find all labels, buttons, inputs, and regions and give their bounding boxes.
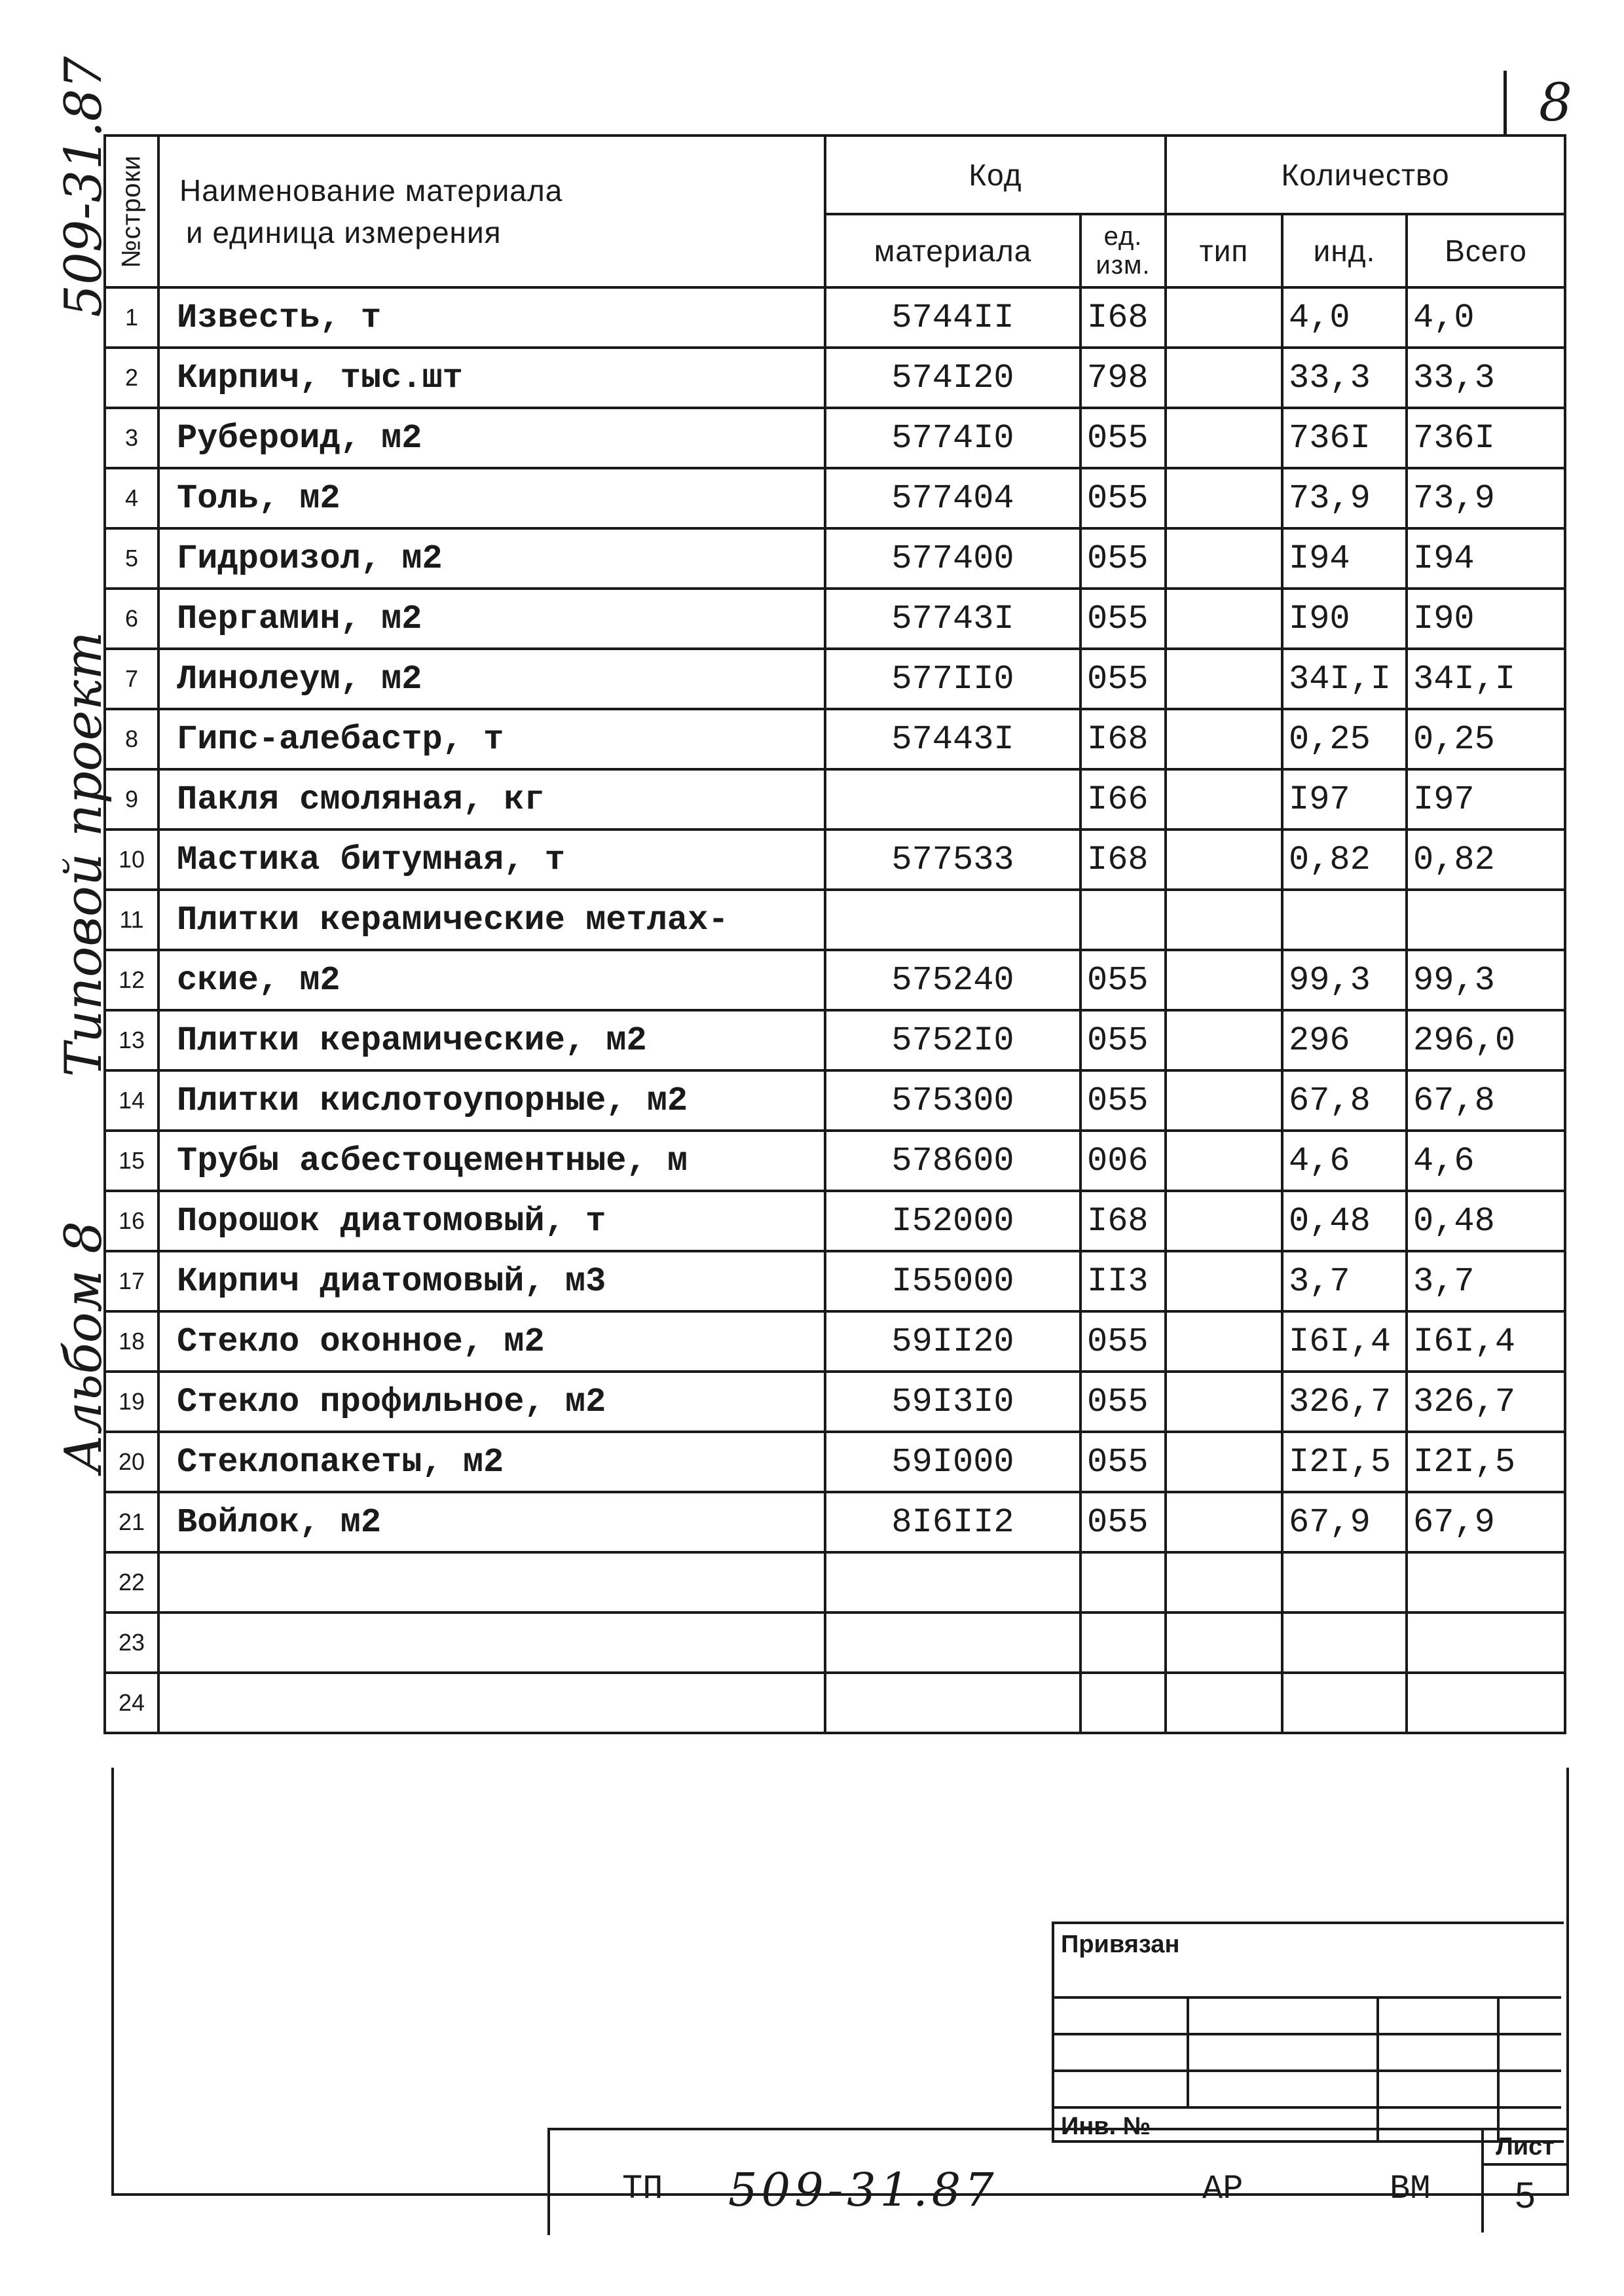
row-number: 15	[105, 1131, 158, 1191]
total-value: 0,82	[1407, 829, 1565, 890]
unit-code: 798	[1080, 348, 1166, 408]
material-code: 59I3I0	[825, 1372, 1080, 1432]
unit-code: 055	[1080, 1372, 1166, 1432]
unit-code: 055	[1080, 1432, 1166, 1492]
row-number: 14	[105, 1070, 158, 1131]
ind-value: I6I,4	[1282, 1311, 1407, 1372]
unit-code: 055	[1080, 468, 1166, 528]
total-value: I2I,5	[1407, 1432, 1565, 1492]
table-row	[105, 950, 1565, 1010]
material-name	[158, 1613, 825, 1673]
row-number: 2	[105, 348, 158, 408]
ind-value: 4,6	[1282, 1131, 1407, 1191]
type-value	[1166, 1131, 1282, 1191]
unit-code: 055	[1080, 528, 1166, 589]
material-name: Гидроизол, м2	[158, 528, 825, 589]
type-value	[1166, 1372, 1282, 1432]
material-code: 8I6II2	[825, 1492, 1080, 1552]
unit-code: 055	[1080, 1070, 1166, 1131]
table-row	[105, 1432, 1565, 1492]
ind-value: 736I	[1282, 408, 1407, 468]
ind-value: 73,9	[1282, 468, 1407, 528]
table-row	[105, 1311, 1565, 1372]
ind-value	[1282, 1613, 1407, 1673]
header-total: Всего	[1407, 214, 1565, 287]
type-value	[1166, 1673, 1282, 1733]
ind-value: 99,3	[1282, 950, 1407, 1010]
binding-line	[1052, 2033, 1561, 2035]
total-value: 34I,I	[1407, 649, 1565, 709]
total-value: I6I,4	[1407, 1311, 1565, 1372]
unit-code: 055	[1080, 649, 1166, 709]
ind-value: 326,7	[1282, 1372, 1407, 1432]
binding-line	[1052, 1996, 1561, 1999]
ind-value: 0,48	[1282, 1191, 1407, 1251]
material-name: Плитки керамические метлах-	[158, 890, 825, 950]
material-code: 577533	[825, 829, 1080, 890]
row-number: 23	[105, 1613, 158, 1673]
table-row	[105, 528, 1565, 589]
material-code: 57443I	[825, 709, 1080, 769]
ind-value: 67,9	[1282, 1492, 1407, 1552]
title-tp: ТП	[622, 2170, 663, 2208]
material-name: Кирпич диатомовый, м3	[158, 1251, 825, 1311]
materials-table-wrap	[103, 134, 1564, 1734]
total-value: 99,3	[1407, 950, 1565, 1010]
ind-value: 4,0	[1282, 287, 1407, 348]
material-code: I52000	[825, 1191, 1080, 1251]
table-row	[105, 1492, 1565, 1552]
total-value	[1407, 1552, 1565, 1613]
material-name: Известь, т	[158, 287, 825, 348]
type-value	[1166, 1492, 1282, 1552]
total-value: 67,8	[1407, 1070, 1565, 1131]
row-number: 7	[105, 649, 158, 709]
total-value	[1407, 1613, 1565, 1673]
sheet-number: 5	[1515, 2174, 1536, 2215]
materials-table	[103, 134, 1566, 1734]
table-row	[105, 589, 1565, 649]
table-row	[105, 1552, 1565, 1613]
total-value: 3,7	[1407, 1251, 1565, 1311]
sheet-box	[1481, 2130, 1566, 2232]
type-value	[1166, 1552, 1282, 1613]
header-name-line1: Наименование материала	[179, 173, 563, 208]
total-value: I90	[1407, 589, 1565, 649]
unit-code	[1080, 890, 1166, 950]
material-name	[158, 1673, 825, 1733]
material-code: I55000	[825, 1251, 1080, 1311]
ind-value: 67,8	[1282, 1070, 1407, 1131]
binding-line	[1052, 2069, 1561, 2072]
row-number: 3	[105, 408, 158, 468]
table-row	[105, 829, 1565, 890]
ind-value: I94	[1282, 528, 1407, 589]
ind-value: I90	[1282, 589, 1407, 649]
table-row	[105, 408, 1565, 468]
material-name: ские, м2	[158, 950, 825, 1010]
header-ind: инд.	[1282, 214, 1407, 287]
material-code	[825, 890, 1080, 950]
type-value	[1166, 829, 1282, 890]
type-value	[1166, 1191, 1282, 1251]
ind-value: I2I,5	[1282, 1432, 1407, 1492]
unit-code: I66	[1080, 769, 1166, 829]
unit-code: I68	[1080, 1191, 1166, 1251]
ind-value: 0,82	[1282, 829, 1407, 890]
title-ar: АР	[1202, 2170, 1244, 2208]
unit-code: 055	[1080, 1311, 1166, 1372]
material-name: Трубы асбестоцементные, м	[158, 1131, 825, 1191]
bound-label: Привязан	[1061, 1931, 1180, 1958]
table-row	[105, 1010, 1565, 1070]
header-code-group: Код	[825, 136, 1166, 214]
header-row-number: №строки	[105, 136, 158, 287]
side-project-label: Типовой проект	[54, 631, 113, 1078]
material-name: Линолеум, м2	[158, 649, 825, 709]
material-name: Стеклопакеты, м2	[158, 1432, 825, 1492]
material-name: Войлок, м2	[158, 1492, 825, 1552]
table-row	[105, 1372, 1565, 1432]
title-vm: ВМ	[1390, 2170, 1431, 2208]
row-number: 11	[105, 890, 158, 950]
material-name: Мастика битумная, т	[158, 829, 825, 890]
material-code: 59II20	[825, 1311, 1080, 1372]
table-row	[105, 709, 1565, 769]
table-row	[105, 1673, 1565, 1733]
binding-divider	[1497, 1996, 1500, 2140]
total-value: I94	[1407, 528, 1565, 589]
row-number: 8	[105, 709, 158, 769]
total-value: 736I	[1407, 408, 1565, 468]
material-code: 5744II	[825, 287, 1080, 348]
material-code	[825, 769, 1080, 829]
unit-code	[1080, 1613, 1166, 1673]
total-value: 4,0	[1407, 287, 1565, 348]
unit-code: I68	[1080, 829, 1166, 890]
material-code	[825, 1552, 1080, 1613]
unit-code	[1080, 1552, 1166, 1613]
type-value	[1166, 1070, 1282, 1131]
total-value	[1407, 1673, 1565, 1733]
side-project-code: 509-31.87	[54, 56, 113, 318]
ind-value: 0,25	[1282, 709, 1407, 769]
type-value	[1166, 769, 1282, 829]
material-code: 5774I0	[825, 408, 1080, 468]
row-number: 13	[105, 1010, 158, 1070]
header-material-code: материала	[825, 214, 1080, 287]
unit-code: 055	[1080, 950, 1166, 1010]
material-code: 575240	[825, 950, 1080, 1010]
unit-code: II3	[1080, 1251, 1166, 1311]
row-number: 4	[105, 468, 158, 528]
row-number: 5	[105, 528, 158, 589]
type-value	[1166, 1010, 1282, 1070]
type-value	[1166, 1311, 1282, 1372]
unit-code: 055	[1080, 1492, 1166, 1552]
material-name	[158, 1552, 825, 1613]
ind-value	[1282, 1673, 1407, 1733]
binding-line	[1052, 2106, 1561, 2109]
type-value	[1166, 348, 1282, 408]
total-value: 73,9	[1407, 468, 1565, 528]
side-album-label: Альбом 8	[54, 1221, 113, 1473]
type-value	[1166, 408, 1282, 468]
table-row	[105, 348, 1565, 408]
table-row	[105, 649, 1565, 709]
unit-code: 006	[1080, 1131, 1166, 1191]
ind-value: 3,7	[1282, 1251, 1407, 1311]
unit-code: I68	[1080, 709, 1166, 769]
unit-code: 055	[1080, 408, 1166, 468]
ind-value: 34I,I	[1282, 649, 1407, 709]
total-value: 0,25	[1407, 709, 1565, 769]
table-row	[105, 468, 1565, 528]
type-value	[1166, 1613, 1282, 1673]
total-value	[1407, 890, 1565, 950]
ind-value: 296	[1282, 1010, 1407, 1070]
type-value	[1166, 1432, 1282, 1492]
table-row	[105, 1251, 1565, 1311]
row-number: 18	[105, 1311, 158, 1372]
page-number: 8	[1539, 72, 1572, 133]
total-value: 67,9	[1407, 1492, 1565, 1552]
total-value: 326,7	[1407, 1372, 1565, 1432]
total-value: 296,0	[1407, 1010, 1565, 1070]
material-name: Стекло профильное, м2	[158, 1372, 825, 1432]
type-value	[1166, 890, 1282, 950]
ind-value	[1282, 1552, 1407, 1613]
header-quantity-group: Количество	[1166, 136, 1565, 214]
material-name: Стекло оконное, м2	[158, 1311, 825, 1372]
unit-code: I68	[1080, 287, 1166, 348]
material-name: Кирпич, тыс.шт	[158, 348, 825, 408]
page-number-divider	[1504, 71, 1507, 136]
table-row	[105, 890, 1565, 950]
title-block	[547, 2128, 1566, 2235]
type-value	[1166, 468, 1282, 528]
unit-code: 055	[1080, 1010, 1166, 1070]
material-name: Толь, м2	[158, 468, 825, 528]
ind-value: I97	[1282, 769, 1407, 829]
binding-divider	[1187, 1996, 1189, 2107]
material-name: Пергамин, м2	[158, 589, 825, 649]
material-code: 574I20	[825, 348, 1080, 408]
total-value: 0,48	[1407, 1191, 1565, 1251]
row-number: 19	[105, 1372, 158, 1432]
material-code: 59I000	[825, 1432, 1080, 1492]
material-name: Гипс-алебастр, т	[158, 709, 825, 769]
header-unit-code: ед. изм.	[1080, 214, 1166, 287]
sheet-label: Лист	[1484, 2130, 1566, 2166]
material-code: 577II0	[825, 649, 1080, 709]
material-code: 577404	[825, 468, 1080, 528]
type-value	[1166, 1251, 1282, 1311]
row-number: 12	[105, 950, 158, 1010]
total-value: 33,3	[1407, 348, 1565, 408]
table-row	[105, 1131, 1565, 1191]
ind-value: 33,3	[1282, 348, 1407, 408]
table-row	[105, 1613, 1565, 1673]
row-number: 1	[105, 287, 158, 348]
row-number: 22	[105, 1552, 158, 1613]
material-code: 575300	[825, 1070, 1080, 1131]
table-row	[105, 287, 1565, 348]
row-number: 20	[105, 1432, 158, 1492]
material-name: Пакля смоляная, кг	[158, 769, 825, 829]
type-value	[1166, 950, 1282, 1010]
material-code: 5752I0	[825, 1010, 1080, 1070]
row-number: 9	[105, 769, 158, 829]
row-number: 16	[105, 1191, 158, 1251]
row-number: 6	[105, 589, 158, 649]
binding-divider	[1376, 1996, 1379, 2140]
material-code: 578600	[825, 1131, 1080, 1191]
header-material-name	[158, 136, 825, 287]
type-value	[1166, 287, 1282, 348]
material-code	[825, 1673, 1080, 1733]
row-number: 10	[105, 829, 158, 890]
material-name: Рубероид, м2	[158, 408, 825, 468]
total-value: I97	[1407, 769, 1565, 829]
row-number: 21	[105, 1492, 158, 1552]
total-value: 4,6	[1407, 1131, 1565, 1191]
material-name: Плитки кислотоупорные, м2	[158, 1070, 825, 1131]
material-name: Плитки керамические, м2	[158, 1010, 825, 1070]
type-value	[1166, 649, 1282, 709]
table-row	[105, 769, 1565, 829]
materials-table-body	[105, 287, 1565, 1733]
type-value	[1166, 528, 1282, 589]
type-value	[1166, 709, 1282, 769]
material-code: 57743I	[825, 589, 1080, 649]
unit-code	[1080, 1673, 1166, 1733]
header-type: тип	[1166, 214, 1282, 287]
table-row	[105, 1070, 1565, 1131]
material-code: 577400	[825, 528, 1080, 589]
inventory-number-label: Инв. №	[1061, 2113, 1151, 2140]
type-value	[1166, 589, 1282, 649]
ind-value	[1282, 890, 1407, 950]
row-number: 17	[105, 1251, 158, 1311]
title-project-number: 509-31.87	[728, 2163, 998, 2217]
row-number: 24	[105, 1673, 158, 1733]
unit-code: 055	[1080, 589, 1166, 649]
material-code	[825, 1613, 1080, 1673]
material-name: Порошок диатомовый, т	[158, 1191, 825, 1251]
header-name-line2: и единица измерения	[186, 215, 502, 249]
table-row	[105, 1191, 1565, 1251]
